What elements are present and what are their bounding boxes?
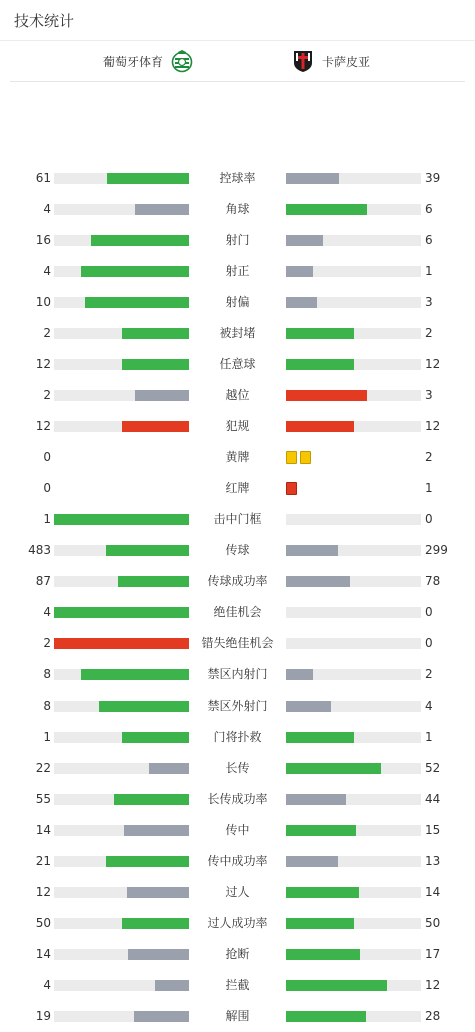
away-bar-track bbox=[286, 980, 421, 991]
home-value: 2 bbox=[43, 388, 51, 403]
away-bar-track bbox=[286, 701, 421, 712]
home-bar-track bbox=[54, 763, 189, 774]
team-header bbox=[10, 41, 465, 82]
away-bar-track bbox=[286, 949, 421, 960]
home-bar-fill bbox=[127, 887, 189, 898]
home-value: 61 bbox=[35, 171, 51, 185]
away-value: 299 bbox=[425, 543, 448, 558]
home-bar-fill bbox=[118, 576, 189, 587]
home-value: 4 bbox=[43, 977, 51, 992]
away-bar-track bbox=[286, 1011, 421, 1022]
home-bar-track bbox=[54, 1011, 189, 1022]
home-bar-track bbox=[54, 949, 189, 960]
home-bar-track bbox=[54, 638, 189, 649]
away-value: 12 bbox=[425, 357, 441, 372]
stat-label: 错失绝佳机会 bbox=[201, 636, 274, 651]
away-value: 6 bbox=[425, 202, 433, 217]
away-value: 2 bbox=[425, 450, 433, 465]
home-bar-fill bbox=[91, 235, 189, 246]
home-bar-track bbox=[54, 669, 189, 680]
away-value: 14 bbox=[425, 884, 441, 899]
away-bar-fill bbox=[286, 701, 331, 712]
away-value: 2 bbox=[425, 326, 433, 341]
home-bar-track bbox=[54, 576, 189, 587]
home-value: 55 bbox=[35, 791, 51, 806]
stat-label: 射正 bbox=[225, 264, 250, 279]
away-bar-fill bbox=[286, 763, 381, 774]
home-bar-fill bbox=[99, 701, 189, 712]
away-bar-fill bbox=[286, 918, 354, 929]
home-bar-fill bbox=[155, 980, 189, 991]
away-bar-track bbox=[286, 514, 421, 525]
away-value: 4 bbox=[425, 698, 433, 713]
home-value: 0 bbox=[43, 481, 51, 496]
home-bar-track bbox=[54, 328, 189, 339]
away-value: 6 bbox=[425, 233, 433, 248]
home-value: 1 bbox=[43, 729, 51, 744]
stat-row bbox=[0, 287, 475, 318]
stat-label: 黄牌 bbox=[225, 450, 250, 465]
home-bar-track bbox=[54, 607, 189, 618]
away-cards bbox=[286, 451, 311, 464]
stat-row bbox=[0, 256, 475, 287]
stat-row bbox=[0, 194, 475, 225]
home-value: 19 bbox=[35, 1008, 51, 1023]
home-bar-fill bbox=[81, 266, 189, 277]
stat-label: 犯规 bbox=[225, 419, 250, 434]
home-value: 483 bbox=[28, 543, 51, 558]
stat-label: 抢断 bbox=[225, 946, 250, 961]
home-bar-track bbox=[54, 359, 189, 370]
home-bar-fill bbox=[122, 328, 190, 339]
away-bar-track bbox=[286, 763, 421, 774]
away-bar-fill bbox=[286, 359, 354, 370]
home-bar-track bbox=[54, 266, 189, 277]
away-team-name: 卡萨皮亚 bbox=[322, 54, 371, 69]
home-bar-fill bbox=[122, 359, 190, 370]
away-value: 44 bbox=[425, 791, 441, 806]
home-bar-track bbox=[54, 887, 189, 898]
away-bar-track bbox=[286, 794, 421, 805]
home-bar-track bbox=[54, 856, 189, 867]
stat-label: 禁区外射门 bbox=[207, 698, 268, 713]
stat-row bbox=[0, 877, 475, 908]
home-bar-fill bbox=[122, 421, 190, 432]
stat-row bbox=[0, 784, 475, 815]
away-bar-track bbox=[286, 328, 421, 339]
away-bar-track bbox=[286, 421, 421, 432]
home-bar-fill bbox=[107, 173, 189, 184]
yellow-card-icon bbox=[300, 451, 311, 464]
away-bar-fill bbox=[286, 421, 354, 432]
home-bar-track bbox=[54, 794, 189, 805]
away-bar-track bbox=[286, 266, 421, 277]
stat-label: 绝佳机会 bbox=[213, 605, 262, 620]
home-value: 12 bbox=[35, 357, 51, 372]
away-value: 78 bbox=[425, 574, 441, 589]
home-bar-fill bbox=[122, 918, 190, 929]
home-bar-fill bbox=[149, 763, 189, 774]
stat-row bbox=[0, 908, 475, 939]
away-bar-fill bbox=[286, 390, 367, 401]
away-value: 0 bbox=[425, 605, 433, 620]
home-bar-fill bbox=[122, 732, 190, 743]
stat-label: 传中成功率 bbox=[207, 853, 268, 868]
home-bar-track bbox=[54, 701, 189, 712]
away-bar-track bbox=[286, 732, 421, 743]
away-bar-fill bbox=[286, 669, 313, 680]
home-value: 22 bbox=[35, 760, 51, 775]
stat-label: 传球成功率 bbox=[207, 574, 268, 589]
home-bar-track bbox=[54, 390, 189, 401]
away-value: 0 bbox=[425, 512, 433, 527]
stat-label: 击中门框 bbox=[213, 512, 262, 527]
away-bar-track bbox=[286, 173, 421, 184]
away-bar-fill bbox=[286, 794, 346, 805]
home-bar-track bbox=[54, 545, 189, 556]
away-team[interactable] bbox=[292, 41, 370, 81]
stat-row bbox=[0, 846, 475, 877]
home-bar-fill bbox=[54, 514, 189, 525]
home-bar-fill bbox=[81, 669, 189, 680]
home-value: 12 bbox=[35, 884, 51, 899]
away-value: 1 bbox=[425, 264, 433, 279]
home-value: 16 bbox=[35, 233, 51, 248]
stat-label: 长传 bbox=[225, 760, 250, 775]
stat-row bbox=[0, 970, 475, 1001]
home-value: 4 bbox=[43, 202, 51, 217]
home-value: 10 bbox=[35, 295, 51, 310]
home-bar-track bbox=[54, 173, 189, 184]
away-value: 12 bbox=[425, 419, 441, 434]
away-value: 13 bbox=[425, 853, 441, 868]
away-value: 17 bbox=[425, 946, 441, 961]
away-bar-fill bbox=[286, 297, 317, 308]
home-value: 8 bbox=[43, 667, 51, 682]
home-bar-fill bbox=[85, 297, 189, 308]
away-bar-track bbox=[286, 545, 421, 556]
stat-label: 过人成功率 bbox=[207, 915, 268, 930]
away-bar-fill bbox=[286, 1011, 366, 1022]
stat-row bbox=[0, 815, 475, 846]
stat-label: 任意球 bbox=[219, 357, 256, 372]
stat-label: 射偏 bbox=[225, 295, 250, 310]
stat-label: 过人 bbox=[225, 884, 250, 899]
home-bar-track bbox=[54, 204, 189, 215]
away-value: 12 bbox=[425, 977, 441, 992]
away-value: 3 bbox=[425, 295, 433, 310]
stat-label: 被封堵 bbox=[219, 326, 256, 341]
stat-label: 控球率 bbox=[219, 171, 256, 185]
stat-label: 解围 bbox=[225, 1008, 250, 1023]
home-bar-track bbox=[54, 514, 189, 525]
away-value: 2 bbox=[425, 667, 433, 682]
away-bar-fill bbox=[286, 856, 338, 867]
home-value: 12 bbox=[35, 419, 51, 434]
yellow-card-icon bbox=[286, 451, 297, 464]
stat-row bbox=[0, 380, 475, 411]
page-header bbox=[0, 0, 475, 41]
home-value: 0 bbox=[43, 450, 51, 465]
home-bar-fill bbox=[124, 825, 189, 836]
away-bar-fill bbox=[286, 266, 313, 277]
home-value: 4 bbox=[43, 264, 51, 279]
stat-row bbox=[0, 722, 475, 753]
home-value: 21 bbox=[35, 853, 51, 868]
home-value: 8 bbox=[43, 698, 51, 713]
away-bar-track bbox=[286, 887, 421, 898]
home-value: 87 bbox=[35, 574, 51, 589]
away-bar-track bbox=[286, 390, 421, 401]
away-value: 15 bbox=[425, 822, 441, 837]
home-bar-track bbox=[54, 825, 189, 836]
away-bar-fill bbox=[286, 576, 350, 587]
away-bar-track bbox=[286, 297, 421, 308]
home-bar-fill bbox=[106, 856, 189, 867]
home-bar-track bbox=[54, 297, 189, 308]
home-value: 14 bbox=[35, 946, 51, 961]
stat-row bbox=[0, 318, 475, 349]
stat-row bbox=[0, 504, 475, 535]
casa-pia-crest-icon bbox=[292, 49, 314, 73]
away-bar-track bbox=[286, 607, 421, 618]
home-value: 50 bbox=[35, 915, 51, 930]
home-bar-fill bbox=[135, 390, 189, 401]
stat-row bbox=[0, 597, 475, 628]
stat-row bbox=[0, 442, 475, 473]
home-bar-track bbox=[54, 732, 189, 743]
stat-row bbox=[0, 659, 475, 690]
stat-row bbox=[0, 411, 475, 442]
stat-row bbox=[0, 939, 475, 970]
away-bar-fill bbox=[286, 732, 354, 743]
stat-row bbox=[0, 691, 475, 722]
away-bar-track bbox=[286, 856, 421, 867]
away-bar-track bbox=[286, 235, 421, 246]
away-bar-fill bbox=[286, 887, 359, 898]
stat-label: 射门 bbox=[225, 233, 250, 248]
stat-row bbox=[0, 753, 475, 784]
away-value: 0 bbox=[425, 636, 433, 651]
red-card-icon bbox=[286, 482, 297, 495]
away-value: 52 bbox=[425, 760, 441, 775]
away-bar-track bbox=[286, 825, 421, 836]
away-value: 50 bbox=[425, 915, 441, 930]
away-value: 28 bbox=[425, 1008, 441, 1023]
away-bar-track bbox=[286, 638, 421, 649]
stat-row bbox=[0, 1001, 475, 1032]
home-bar-track bbox=[54, 421, 189, 432]
away-bar-fill bbox=[286, 173, 339, 184]
home-bar-track bbox=[54, 235, 189, 246]
stat-label: 禁区内射门 bbox=[207, 667, 268, 682]
home-bar-fill bbox=[106, 545, 189, 556]
away-cards bbox=[286, 482, 297, 495]
stat-label: 长传成功率 bbox=[207, 791, 268, 806]
away-value: 1 bbox=[425, 729, 433, 744]
home-team-name: 葡萄牙体育 bbox=[102, 54, 163, 69]
home-value: 2 bbox=[43, 326, 51, 341]
away-bar-fill bbox=[286, 825, 356, 836]
stat-label: 红牌 bbox=[225, 481, 250, 496]
home-value: 1 bbox=[43, 512, 51, 527]
home-value: 2 bbox=[43, 636, 51, 651]
away-bar-fill bbox=[286, 980, 387, 991]
stat-label: 传中 bbox=[225, 822, 250, 837]
away-value: 39 bbox=[425, 171, 441, 185]
away-bar-fill bbox=[286, 328, 354, 339]
away-bar-fill bbox=[286, 204, 367, 215]
home-bar-fill bbox=[134, 1011, 189, 1022]
page-title: 技术统计 bbox=[14, 11, 75, 30]
home-bar-fill bbox=[54, 607, 189, 618]
away-bar-fill bbox=[286, 545, 338, 556]
home-team[interactable] bbox=[103, 41, 193, 81]
away-bar-track bbox=[286, 918, 421, 929]
away-value: 3 bbox=[425, 388, 433, 403]
home-bar-fill bbox=[128, 949, 189, 960]
away-value: 1 bbox=[425, 481, 433, 496]
stat-row bbox=[0, 473, 475, 504]
stat-label: 门将扑救 bbox=[213, 729, 262, 744]
away-bar-track bbox=[286, 204, 421, 215]
away-bar-fill bbox=[286, 949, 360, 960]
home-bar-track bbox=[54, 980, 189, 991]
home-bar-track bbox=[54, 918, 189, 929]
stat-row bbox=[0, 225, 475, 256]
home-value: 14 bbox=[35, 822, 51, 837]
stat-row bbox=[0, 163, 475, 194]
stat-label: 拦截 bbox=[225, 977, 250, 992]
away-bar-track bbox=[286, 576, 421, 587]
away-bar-track bbox=[286, 359, 421, 370]
home-bar-fill bbox=[54, 638, 189, 649]
home-value: 4 bbox=[43, 605, 51, 620]
sporting-crest-icon bbox=[171, 49, 193, 73]
away-bar-track bbox=[286, 669, 421, 680]
stat-row bbox=[0, 535, 475, 566]
away-bar-fill bbox=[286, 235, 323, 246]
stat-row bbox=[0, 628, 475, 659]
stat-label: 角球 bbox=[225, 202, 250, 217]
home-bar-fill bbox=[135, 204, 189, 215]
home-bar-fill bbox=[114, 794, 189, 805]
stat-row bbox=[0, 349, 475, 380]
stat-label: 传球 bbox=[225, 543, 250, 558]
stat-row bbox=[0, 566, 475, 597]
stat-label: 越位 bbox=[225, 388, 250, 403]
